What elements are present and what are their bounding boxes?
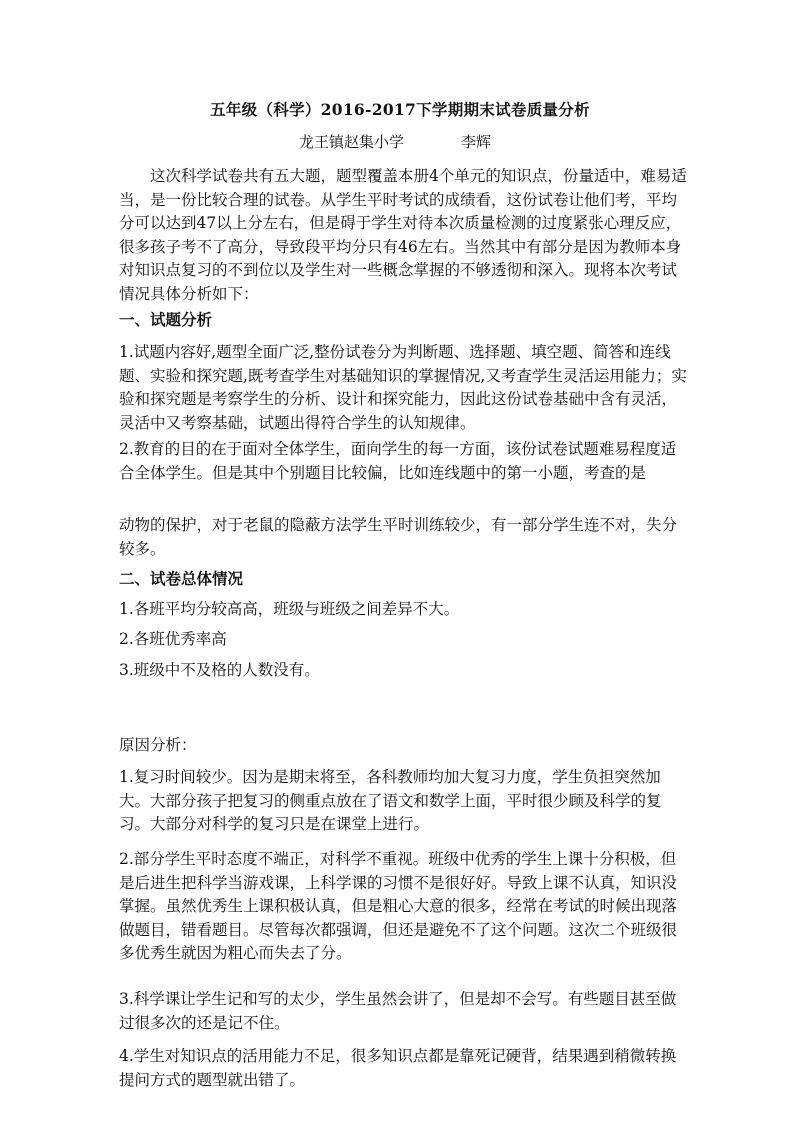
section-heading-reasons: 原因分析： <box>119 736 197 754</box>
overall-item-3: 3.班级中不及格的人数没有。 <box>119 661 320 679</box>
document-title: 五年级（科学）2016-2017下学期期末试卷质量分析 <box>210 100 590 119</box>
section-heading-overall: 二、试卷总体情况 <box>119 569 244 588</box>
reason-item-3: 3.科学课让学生记和写的太少，学生虽然会讲了，但是却不会写。有些题目甚至做过很多次的还是记不住。 <box>119 990 677 1032</box>
analysis-paragraph-2: 2.教育的目的在于面对全体学生，面向学生的每一方面，该份试卷试题难易程度适合全体学生。但是其中个别题目比较偏，比如连线题中的第一小题，考查的是 <box>119 440 677 482</box>
intro-paragraph: 这次科学试卷共有五大题，题型覆盖本册4个单元的知识点，份量适中，难易适当，是一份比较合理的试卷。从学生平时考试的成绩看，这份试卷让他们考，平均分可以达到47以上分左右，但是碍于学生对待本次质量检测的过度紧张心理反应，很多孩子考不了高分，导致段平均分只有46左右。当然其中有部分是因为教师本身对知识点复习的不到位以及学生对一些概念掌握的不够透彻和深入。现将本次考试情况具体分析如下： <box>119 167 687 303</box>
school-name: 龙王镇赵集小学 <box>299 133 405 151</box>
overall-item-1: 1.各班平均分较高高，班级与班级之间差异不大。 <box>119 600 460 618</box>
reason-item-2: 2.部分学生平时态度不端正，对科学不重视。班级中优秀的学生上课十分积极，但是后进生把科学当游戏课，上科学课的习惯不是很好好。导致上课不认真，知识没掌握。虽然优秀生上课积极认真，但是粗心大意的很多，经常在考试的时候出现落做题目，错看题目。尽管每次都强调，但还是避免不了这个问题。这次二个班级很多优秀生就因为粗心而失去了分。 <box>119 850 678 962</box>
reason-item-1: 1.复习时间较少。因为是期末将至，各科教师均加大复习力度，学生负担突然加大。大部分孩子把复习的侧重点放在了语文和数学上面，平时很少顾及科学的复习。大部分对科学的复习只是在课堂上进行。 <box>119 768 662 833</box>
reason-item-4: 4.学生对知识点的活用能力不足，很多知识点都是靠死记硬背，结果遇到稍微转换提问方式的题型就出错了。 <box>119 1047 677 1089</box>
author-name: 李辉 <box>461 133 492 151</box>
overall-item-2: 2.各班优秀率高 <box>119 630 227 648</box>
section-heading-analysis: 一、试题分析 <box>119 310 213 329</box>
analysis-paragraph-1: 1.试题内容好,题型全面广泛,整份试卷分为判断题、选择题、填空题、简答和连线题、实验和探究题,既考查学生对基础知识的掌握情况,又考查学生灵活运用能力；实验和探究题是考察学生的分析、设计和探究能力，因此这份试卷基础中含有灵活，灵活中又考察基础，试题出得符合学生的认知规律。 <box>119 343 687 432</box>
analysis-paragraph-3: 动物的保护，对于老鼠的隐蔽方法学生平时训练较少，有一部分学生连不对，失分较多。 <box>119 516 678 558</box>
